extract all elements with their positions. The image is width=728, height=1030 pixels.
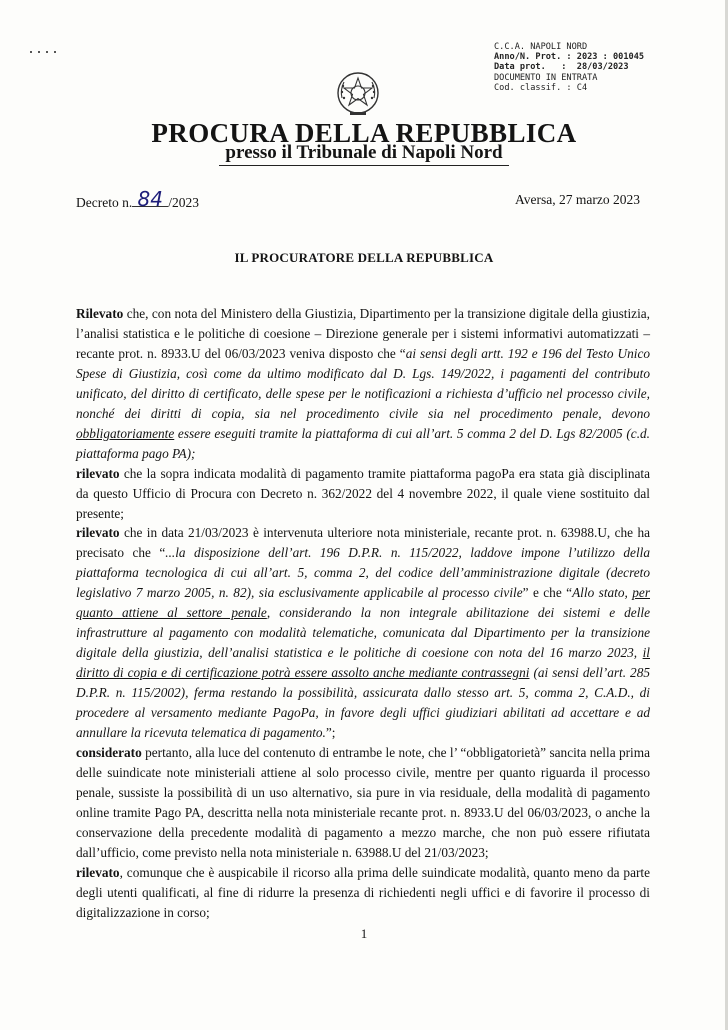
quoted-text: ai sensi degli artt. 192 e 196 del Testo Unico Spese di Giustizia, così come da ultimo modificato dal D. Lgs. 149/2022, i pagamenti del contributo unificato, del diritto di certificato, delle spese per le notificazioni a richiesta d’ufficio nel processo civile, nonché dei diritti di copia, sia nel procedimento civile sia nel procedimento penale, devono bbox=[76, 345, 650, 421]
underlined-quoted-text: obbligatoriamente bbox=[76, 425, 175, 441]
stamp-line-class: Cod. classif. : C4 bbox=[494, 82, 588, 93]
quoted-text: , considerando la non integrale abilitazione dei sistemi e delle infrastrutture al pagamento con modalità telematiche, comunicata dal Dipartimento per la transizione digitale della giustizia, dell’analisi statistica e le politiche di coesione con nota del 16 marzo 2023, bbox=[76, 605, 650, 661]
paragraph-text: ” e che “ bbox=[522, 585, 573, 601]
office-subtitle: presso il Tribunale di Napoli Nord bbox=[219, 142, 508, 166]
quoted-text: (ai sensi dell’art. 285 D.P.R. n. 115/2002), ferma restando la possibilità, assicurata dallo stesso art. 5, comma 2, C.A.D., di procedere al versamento mediante PagoPa, in favore degli uffici giudiziari abilitati ad accettare e ad annullare la ricevuta telematica di pagamento. bbox=[76, 665, 650, 741]
quoted-text: essere eseguiti tramite la piattaforma di cui all’art. 5 comma 2 del D. Lgs 82/2005 (c.d. piattaforma pago PA); bbox=[76, 425, 650, 461]
page-number: 1 bbox=[360, 926, 368, 941]
decree-prefix: Decreto n. bbox=[76, 195, 133, 210]
paragraph-text: ”; bbox=[325, 725, 336, 741]
section-heading: IL PROCURATORE DELLA REPUBBLICA bbox=[234, 250, 494, 265]
paragraph-lead: Rilevato bbox=[76, 306, 124, 321]
paragraph-considerato bbox=[76, 743, 650, 863]
place-and-date: Aversa, 27 marzo 2023 bbox=[515, 192, 640, 207]
paragraph-text: , comunque che è auspicabile il ricorso alla prima delle suindicate modalità, quanto meno da parte degli utenti qualificati, al fine di ridurre la presenza di richiedenti negli uffici e di favorire il processo di digitalizzazione in corso; bbox=[76, 864, 650, 920]
paragraph-lead: rilevato bbox=[76, 864, 120, 880]
paragraph-rilevato-4 bbox=[76, 863, 650, 923]
stamp-line-type: DOCUMENTO IN ENTRATA bbox=[494, 72, 598, 83]
decree-body bbox=[76, 304, 650, 923]
paragraph-text: pertanto, alla luce del contenuto di entrambe le note, che l’ “obbligatorietà” sancita nella prima delle suindicate note ministeriali attiene al solo processo civile, mentre per quanto riguarda il processo penale, sussiste la possibilità di un uso alternativo, sia pure in via residuale, della modalità di pagamento online tramite Pago PA, descritta nella nota ministeriale recante prot. n. 8933.U del 06/03/2023, o anche la conservazione della precedente modalità di pagamento a mezzo marche, che non può essere rifiutata dall’ufficio, come previsto nella nota ministeriale n. 63988.U del 21/03/2023; bbox=[76, 744, 650, 860]
decree-year: /2023 bbox=[168, 195, 199, 210]
paragraph-rilevato-3 bbox=[76, 523, 650, 742]
paragraph-text: che, con nota del Ministero della Giustizia, Dipartimento per la transizione digitale della giustizia, l’analisi statistica e le politiche di coesione – Direzione generale per i sistemi informativi automatizzati – recante prot. n. 8933.U del 06/03/2023 veniva disposto che “ bbox=[76, 306, 650, 361]
italian-republic-emblem-icon bbox=[332, 68, 384, 120]
decree-number-line bbox=[76, 187, 199, 211]
paragraph-lead: rilevato bbox=[76, 525, 120, 541]
subtitle-wrapper bbox=[0, 142, 728, 166]
scan-speckles bbox=[30, 40, 90, 46]
underlined-quoted-text: il diritto di copia e di certificazione potrà essere assolto anche mediante contrassegni bbox=[76, 645, 650, 681]
paragraph-lead: rilevato bbox=[76, 465, 120, 481]
paragraph-text: che in data 21/03/2023 è intervenuta ulteriore nota ministeriale, recante prot. n. 63988.U, che ha precisato che “ bbox=[76, 525, 650, 561]
underlined-quoted-text: per quanto attiene al settore penale bbox=[76, 585, 650, 621]
decree-number-handwritten: 84 bbox=[132, 192, 168, 207]
protocol-stamp bbox=[494, 42, 644, 93]
stamp-line-date: Data prot. : 28/03/2023 bbox=[494, 62, 629, 73]
paragraph-text: che la sopra indicata modalità di pagamento tramite piattaforma pagoPa era stata già disciplinata da questo Ufficio di Procura con Decreto n. 362/2022 del 4 novembre 2022, il quale viene sostituito dal presente; bbox=[76, 465, 650, 521]
paragraph-rilevato-2 bbox=[76, 464, 650, 524]
stamp-line-protocol: Anno/N. Prot. : 2023 : 001045 bbox=[494, 52, 645, 63]
quoted-text: Allo stato, bbox=[572, 585, 633, 601]
quoted-text: ...la disposizione dell’art. 196 D.P.R. n. 115/2022, laddove impone l’utilizzo della piattaforma tecnologica di cui all’art. 5, comma 2, del codice dell’amministrazione digitale (decreto legislativo 7 marzo 2005, n. 82), sia esclusivamente applicabile al processo civile bbox=[76, 545, 650, 601]
stamp-line-office: C.C.A. NAPOLI NORD bbox=[494, 42, 588, 52]
paragraph-rilevato-1 bbox=[76, 304, 650, 464]
office-title: PROCURA DELLA REPUBBLICA bbox=[151, 118, 577, 148]
paragraph-lead: considerato bbox=[76, 744, 142, 760]
